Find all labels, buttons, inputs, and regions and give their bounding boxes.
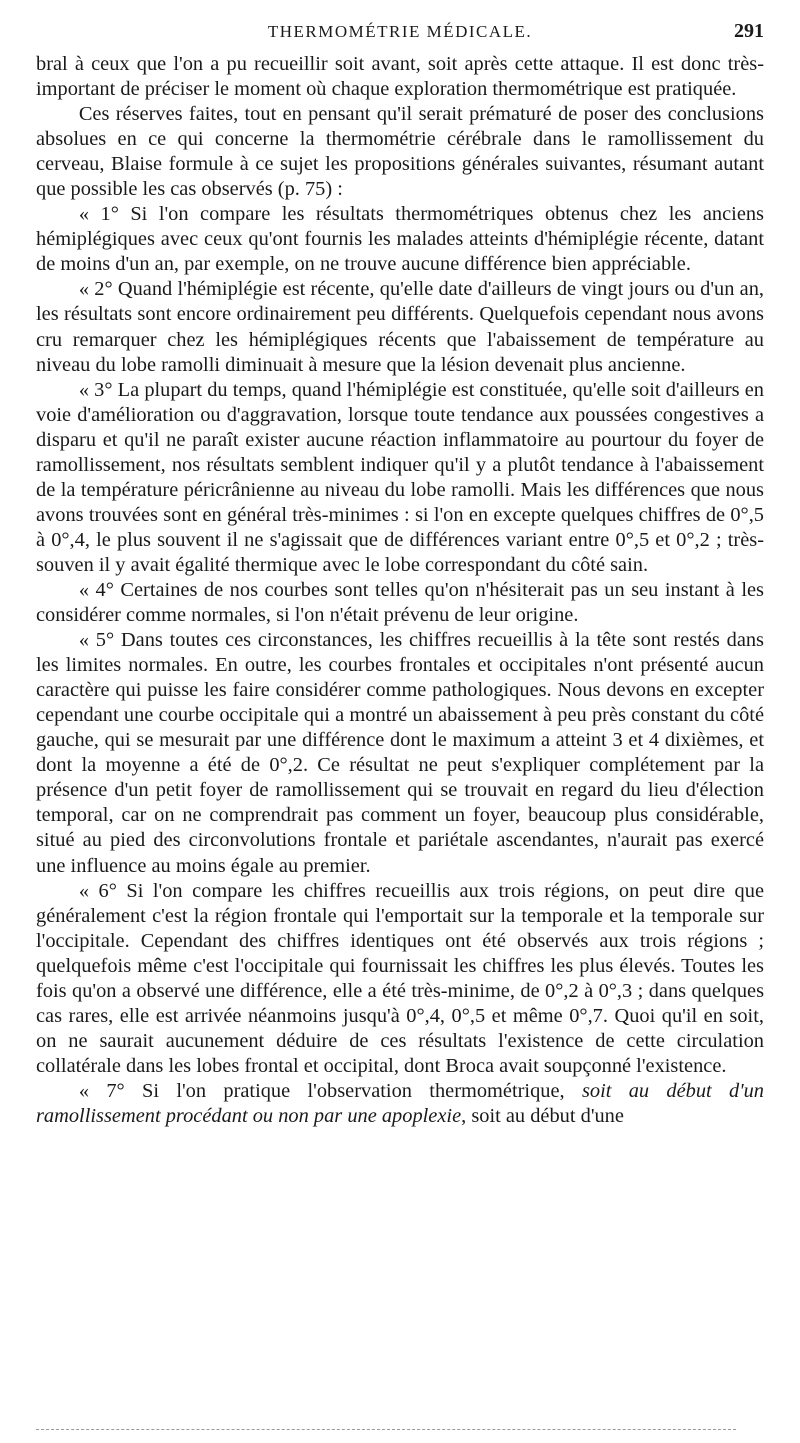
proposition-6: « 6° Si l'on compare les chiffres recueillis aux trois régions, on peut dire que généralement c'est la région frontale qui l'emportait sur la temporale et la temporale sur l'occipitale. Cependant des chiffres identiques ont été observés aux trois régions ; quelquefois même c'est l'occipitale qui fournissait les chiffres les plus élevés. Toutes les fois qu'on a observé une différence, elle a été très-minime, de 0°,2 à 0°,3 ; dans quelques cas rares, elle est arrivée néanmoins jusqu'à 0°,4, 0°,5 et même 0°,7. Quoi qu'il en soit, on ne saurait aucunement déduire de ces résultats l'existence de cette circulation collatérale dans les lobes frontal et occipital, dont Broca avait soupçonné l'existence.: [36, 879, 764, 1077]
proposition-1: « 1° Si l'on compare les résultats thermométriques obtenus chez les anciens hémiplégiques avec ceux qu'ont fournis les malades atteints d'hémiplégie récente, datant de moins d'un an, par exemple, on ne trouve aucune différence bien appréciable.: [36, 203, 764, 276]
running-head: [36, 18, 764, 52]
proposition-5: « 5° Dans toutes ces circonstances, les chiffres recueillis à la tête sont restés dans les limites normales. En outre, les courbes frontales et occipitales n'ont présenté aucun caractère qui puisse les faire considérer comme pathologiques. Nous devons en excepter cependant une courbe occipitale qui a montré un abaissement à peu près constant du côté gauche, qui se mesurait par une différence dont le maximum a atteint 3 et 4 dixièmes, et dont la moyenne a été de 0°,2. Ce résultat ne peut s'expliquer complétement par la présence d'un petit foyer de ramollissement qui se trouvait en regard du lieu d'élection temporal, car on ne comprendrait pas comment un foyer, beaucoup plus considérable, situé au pied des circonvolutions frontale et pariétale ascendantes, n'aurait pas exercé une influence au moins égale au premier.: [36, 629, 764, 877]
running-title: THERMOMÉTRIE MÉDICALE.: [267, 22, 533, 41]
paragraph-continued: bral à ceux que l'on a pu recueillir soit avant, soit après cette attaque. Il est donc très-important de préciser le moment où chaque exploration thermométrique est pratiquée.: [36, 53, 764, 101]
proposition-7: [36, 1079, 764, 1129]
page-number: 291: [734, 20, 764, 42]
proposition-7-lead: « 7° Si l'on pratique l'observation thermométrique,: [78, 1079, 582, 1102]
proposition-2: « 2° Quand l'hémiplégie est récente, qu'elle date d'ailleurs de vingt jours ou d'un an, les résultats sont encore ordinairement peu différents. Quelquefois cependant nous avons cru remarquer chez les hémiplégiques récents que l'abaissement de température au niveau du lobe ramolli diminuait à mesure que la lésion devenait plus ancienne.: [36, 278, 764, 376]
page: [36, 18, 764, 1129]
proposition-7-italic: soit au début d'un ramollissement procédant ou non par une apoplexie: [36, 1079, 764, 1127]
proposition-7-tail: , soit au début d'une: [461, 1104, 624, 1127]
proposition-4: « 4° Certaines de nos courbes sont telles qu'on n'hésiterait pas un seu instant à les considérer comme normales, si l'on n'était prévenu de leur origine.: [36, 578, 764, 627]
bottom-rule: [36, 1429, 736, 1430]
body-text: [36, 52, 764, 1129]
paragraph-reserves: Ces réserves faites, tout en pensant qu'il serait prématuré de poser des conclusions absolues en ce qui concerne la thermométrie cérébrale dans le ramollissement du cerveau, Blaise formule à ce sujet les propositions générales suivantes, résumant autant que possible les cas observés (p. 75) :: [36, 103, 764, 201]
proposition-3: « 3° La plupart du temps, quand l'hémiplégie est constituée, qu'elle soit d'ailleurs en voie d'amélioration ou d'aggravation, lorsque toute tendance aux poussées congestives a disparu et qu'il ne paraît exister aucune réaction inflammatoire au pourtour du foyer de ramollissement, nos résultats semblent indiquer qu'il y a plutôt tendance à l'abaissement de la température péricrânienne au niveau du lobe ramolli. Mais les différences que nous avons trouvées sont en général très-minimes : si l'on en excepte quelques chiffres de 0°,5 à 0°,4, le plus souvent il ne s'agissait que de différences variant entre 0°,5 et 0°,2 ; très-souven il y avait égalité thermique avec le lobe correspondant du côté sain.: [36, 378, 764, 576]
